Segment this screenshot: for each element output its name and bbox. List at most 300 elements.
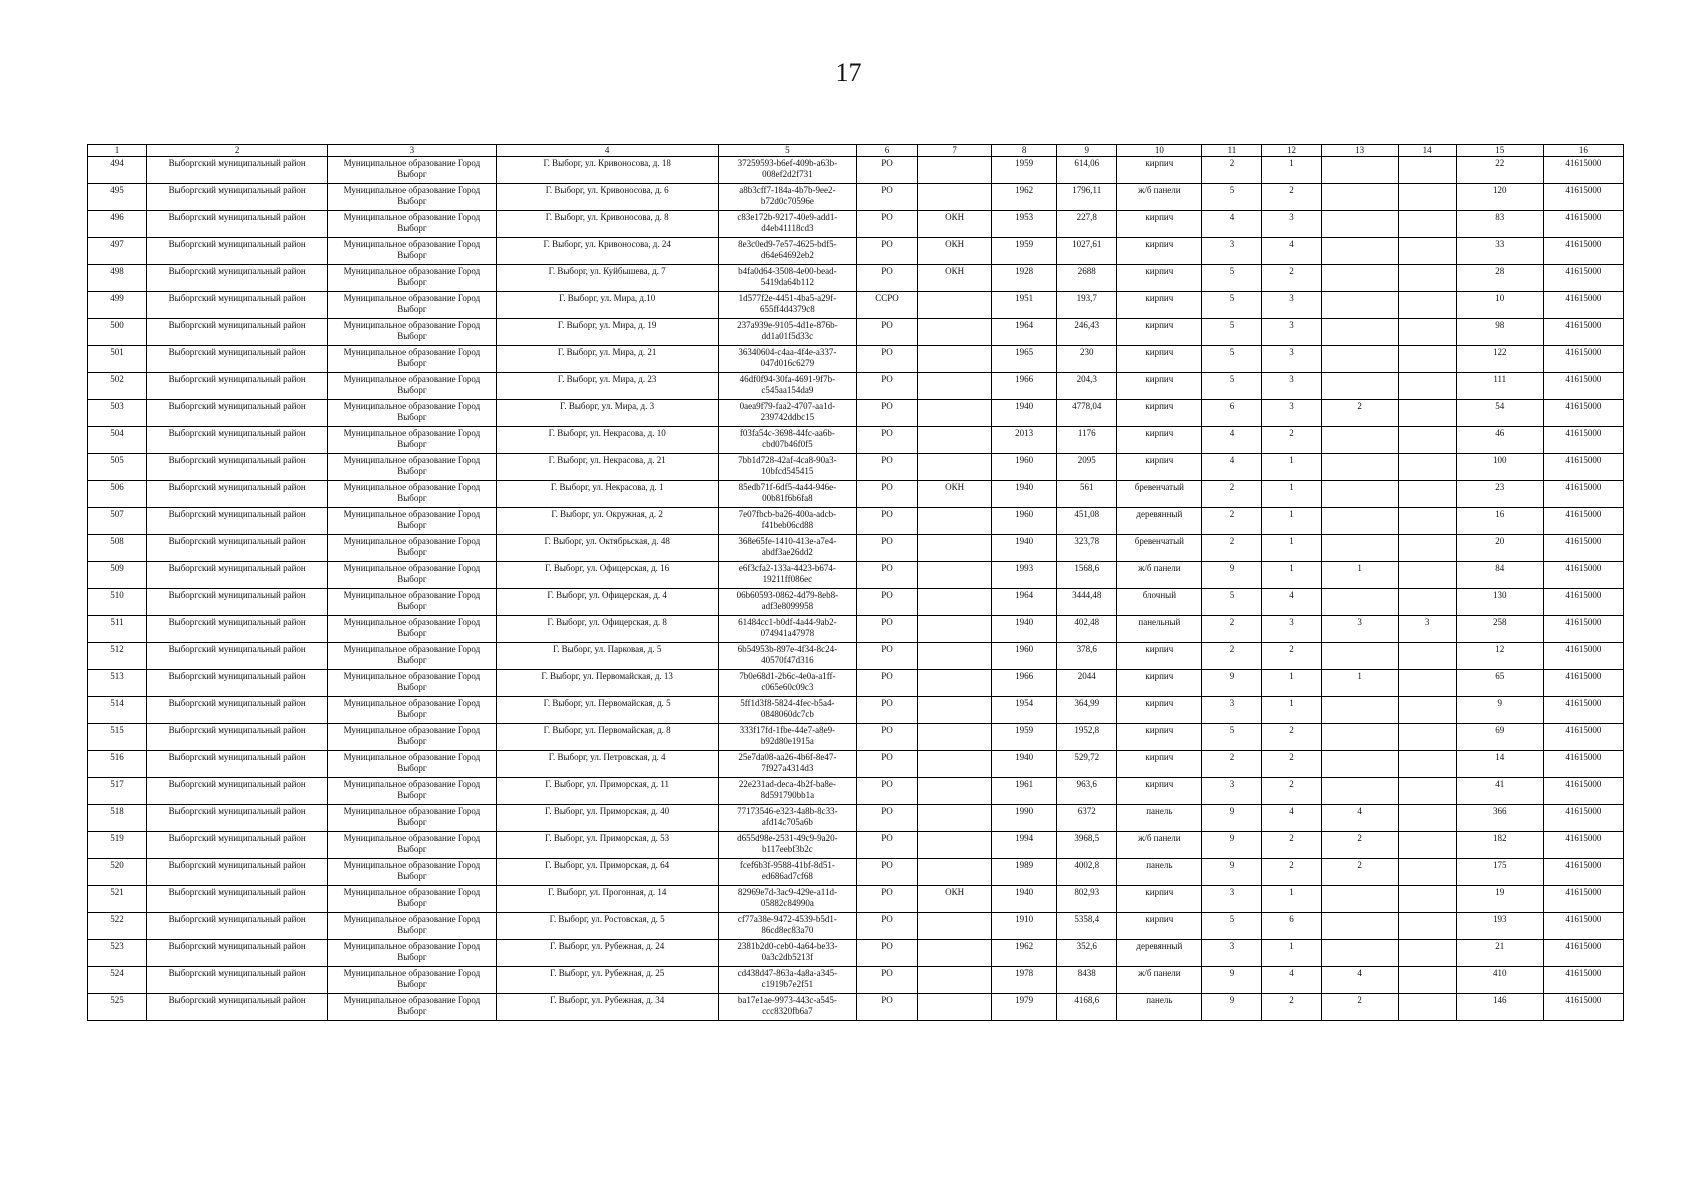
table-cell: 2 xyxy=(1202,535,1262,562)
table-cell xyxy=(1321,643,1398,670)
table-cell: 9 xyxy=(1202,670,1262,697)
table-cell: 1954 xyxy=(992,697,1057,724)
table-cell: 2 xyxy=(1202,481,1262,508)
table-cell: Муниципальное образование Город Выборг xyxy=(328,886,496,913)
table-cell: ОКН xyxy=(918,238,992,265)
table-cell xyxy=(918,373,992,400)
table-cell xyxy=(918,616,992,643)
table-cell xyxy=(1398,805,1456,832)
table-row xyxy=(88,535,1624,562)
table-cell: 41615000 xyxy=(1543,562,1623,589)
table-cell: Муниципальное образование Город Выборг xyxy=(328,913,496,940)
table-cell: 3 xyxy=(1262,400,1321,427)
table-cell xyxy=(1321,346,1398,373)
table-cell: f03fa54c-3698-44fc-aa6b-cbd07b46f0f5 xyxy=(718,427,856,454)
column-header: 11 xyxy=(1202,145,1262,157)
table-cell: Г. Выборг, ул. Ростовская, д. 5 xyxy=(496,913,718,940)
table-cell: 69 xyxy=(1456,724,1543,751)
table-cell: Муниципальное образование Город Выборг xyxy=(328,454,496,481)
table-cell: 1940 xyxy=(992,400,1057,427)
table-cell: 82969e7d-3ac9-429e-a11d-05882c84990a xyxy=(718,886,856,913)
table-cell: 500 xyxy=(88,319,147,346)
table-cell: Г. Выборг, ул. Рубежная, д. 34 xyxy=(496,994,718,1021)
table-cell: 41615000 xyxy=(1543,967,1623,994)
table-cell: РО xyxy=(856,319,917,346)
table-cell: 2381b2d0-ceb0-4a64-be33-0a3c2db5213f xyxy=(718,940,856,967)
table-cell xyxy=(1321,535,1398,562)
table-cell: РО xyxy=(856,913,917,940)
table-cell: кирпич xyxy=(1117,643,1202,670)
table-cell xyxy=(918,184,992,211)
page-number: 17 xyxy=(835,58,862,87)
table-cell: 514 xyxy=(88,697,147,724)
table-cell: 5ff1d3f8-5824-4fec-b5a4-0848060dc7cb xyxy=(718,697,856,724)
table-cell: 0aea9f79-faa2-4707-aa1d-239742ddbc15 xyxy=(718,400,856,427)
table-cell: 4 xyxy=(1262,967,1321,994)
table-cell: Г. Выборг, ул. Мира, д.10 xyxy=(496,292,718,319)
table-cell: 1940 xyxy=(992,535,1057,562)
table-row xyxy=(88,832,1624,859)
table-cell: Муниципальное образование Город Выборг xyxy=(328,319,496,346)
table-cell: 83 xyxy=(1456,211,1543,238)
table-row xyxy=(88,562,1624,589)
table-cell: 963,6 xyxy=(1057,778,1117,805)
table-cell: 33 xyxy=(1456,238,1543,265)
table-row xyxy=(88,751,1624,778)
table-cell xyxy=(918,427,992,454)
table-row xyxy=(88,805,1624,832)
table-cell: Г. Выборг, ул. Октябрьская, д. 48 xyxy=(496,535,718,562)
table-cell xyxy=(1398,238,1456,265)
table-cell: d655d98e-2531-49c9-9a20-b117eebf3b2c xyxy=(718,832,856,859)
table-cell: 5 xyxy=(1202,346,1262,373)
table-cell: 4 xyxy=(1202,454,1262,481)
table-cell: 1966 xyxy=(992,670,1057,697)
table-cell: 227,8 xyxy=(1057,211,1117,238)
table-cell: Муниципальное образование Город Выборг xyxy=(328,292,496,319)
table-cell: 193 xyxy=(1456,913,1543,940)
table-cell: 518 xyxy=(88,805,147,832)
table-cell: 41615000 xyxy=(1543,454,1623,481)
table-cell: 2688 xyxy=(1057,265,1117,292)
table-cell: 2 xyxy=(1321,400,1398,427)
table-cell: ж/б панели xyxy=(1117,967,1202,994)
table-cell: РО xyxy=(856,508,917,535)
table-cell: 505 xyxy=(88,454,147,481)
table-cell: Муниципальное образование Город Выборг xyxy=(328,778,496,805)
table-cell: панель xyxy=(1117,859,1202,886)
table-cell: РО xyxy=(856,940,917,967)
table-header xyxy=(88,145,1624,157)
table-cell xyxy=(918,967,992,994)
table-row xyxy=(88,373,1624,400)
column-header: 5 xyxy=(718,145,856,157)
table-cell: Выборгский муниципальный район xyxy=(147,562,328,589)
table-cell: кирпич xyxy=(1117,751,1202,778)
table-cell: 9 xyxy=(1202,805,1262,832)
table-cell: 85edb71f-6df5-4a44-946e-00b81f6b6fa8 xyxy=(718,481,856,508)
table-cell: РО xyxy=(856,643,917,670)
table-cell: 1910 xyxy=(992,913,1057,940)
table-cell: Выборгский муниципальный район xyxy=(147,508,328,535)
table-cell: 802,93 xyxy=(1057,886,1117,913)
table-row xyxy=(88,778,1624,805)
table-cell: 1994 xyxy=(992,832,1057,859)
table-cell: 1568,6 xyxy=(1057,562,1117,589)
table-cell: 84 xyxy=(1456,562,1543,589)
table-cell xyxy=(1321,697,1398,724)
table-cell xyxy=(918,751,992,778)
table-cell: 410 xyxy=(1456,967,1543,994)
table-cell: Муниципальное образование Город Выборг xyxy=(328,184,496,211)
table-cell: Выборгский муниципальный район xyxy=(147,265,328,292)
table-cell: 451,08 xyxy=(1057,508,1117,535)
table-cell: 3 xyxy=(1262,373,1321,400)
table-cell: 1990 xyxy=(992,805,1057,832)
table-cell: 1 xyxy=(1262,562,1321,589)
table-cell: Г. Выборг, ул. Мира, д. 3 xyxy=(496,400,718,427)
table-cell: 77173546-e323-4a8b-8c33-afd14c705a6b xyxy=(718,805,856,832)
table-cell: Выборгский муниципальный район xyxy=(147,832,328,859)
table-cell: 9 xyxy=(1202,562,1262,589)
table-cell: Г. Выборг, ул. Некрасова, д. 1 xyxy=(496,481,718,508)
table-cell: 19 xyxy=(1456,886,1543,913)
table-cell: 46df0f94-30fa-4691-9f7b-c545aa154da9 xyxy=(718,373,856,400)
table-cell: панель xyxy=(1117,994,1202,1021)
table-cell: cd438d47-863a-4a8a-a345-c1919b7e2f51 xyxy=(718,967,856,994)
table-cell: Выборгский муниципальный район xyxy=(147,157,328,184)
table-cell: 1965 xyxy=(992,346,1057,373)
table-cell xyxy=(1321,481,1398,508)
table-cell: РО xyxy=(856,157,917,184)
table-row xyxy=(88,184,1624,211)
table-cell: 41615000 xyxy=(1543,805,1623,832)
table-cell xyxy=(918,859,992,886)
table-cell xyxy=(1398,184,1456,211)
table-cell: 8e3c0ed9-7e57-4625-bdf5-d64e64692eb2 xyxy=(718,238,856,265)
column-header: 6 xyxy=(856,145,917,157)
table-cell xyxy=(918,778,992,805)
table-cell: 3 xyxy=(1262,319,1321,346)
table-cell: РО xyxy=(856,805,917,832)
table-cell xyxy=(1398,508,1456,535)
table-cell: 5 xyxy=(1202,184,1262,211)
table-cell: 22e231ad-deca-4b2f-ba8e-8d591790bb1a xyxy=(718,778,856,805)
table-cell xyxy=(1321,724,1398,751)
table-cell: 1964 xyxy=(992,589,1057,616)
table-cell: cf77a38e-9472-4539-b5d1-86cd8ec83a70 xyxy=(718,913,856,940)
table-cell: 1962 xyxy=(992,184,1057,211)
table-row xyxy=(88,670,1624,697)
table-cell: 503 xyxy=(88,400,147,427)
table-cell: 130 xyxy=(1456,589,1543,616)
table-cell: 41615000 xyxy=(1543,400,1623,427)
table-cell: Г. Выборг, ул. Мира, д. 21 xyxy=(496,346,718,373)
table-cell: 41615000 xyxy=(1543,427,1623,454)
table-cell: ж/б панели xyxy=(1117,562,1202,589)
table-cell: 1989 xyxy=(992,859,1057,886)
table-cell: 1 xyxy=(1262,670,1321,697)
table-cell xyxy=(1321,184,1398,211)
table-cell: Выборгский муниципальный район xyxy=(147,481,328,508)
table-cell xyxy=(1398,886,1456,913)
table-cell: Муниципальное образование Город Выборг xyxy=(328,589,496,616)
table-body xyxy=(88,157,1624,1021)
table-cell: Муниципальное образование Город Выборг xyxy=(328,643,496,670)
table-cell xyxy=(1398,670,1456,697)
table-cell: 41615000 xyxy=(1543,616,1623,643)
table-cell: 9 xyxy=(1202,832,1262,859)
table-cell: Муниципальное образование Город Выборг xyxy=(328,481,496,508)
table-cell: 4002,8 xyxy=(1057,859,1117,886)
table-cell: ж/б панели xyxy=(1117,832,1202,859)
table-cell: 3 xyxy=(1202,697,1262,724)
column-header: 1 xyxy=(88,145,147,157)
table-cell: 1962 xyxy=(992,940,1057,967)
table-cell: Г. Выборг, ул. Первомайская, д. 13 xyxy=(496,670,718,697)
column-header: 3 xyxy=(328,145,496,157)
table-cell: Г. Выборг, ул. Офицерская, д. 8 xyxy=(496,616,718,643)
table-cell: Г. Выборг, ул. Мира, д. 23 xyxy=(496,373,718,400)
table-cell: кирпич xyxy=(1117,265,1202,292)
table-cell: Муниципальное образование Город Выборг xyxy=(328,157,496,184)
table-cell: 512 xyxy=(88,643,147,670)
table-cell: ОКН xyxy=(918,211,992,238)
table-cell xyxy=(1321,157,1398,184)
table-cell: 402,48 xyxy=(1057,616,1117,643)
table-cell: 5 xyxy=(1202,319,1262,346)
table-cell: Выборгский муниципальный район xyxy=(147,643,328,670)
table-cell: 120 xyxy=(1456,184,1543,211)
table-cell: 41615000 xyxy=(1543,589,1623,616)
table-cell: 323,78 xyxy=(1057,535,1117,562)
table-cell: Выборгский муниципальный район xyxy=(147,859,328,886)
table-cell: Муниципальное образование Город Выборг xyxy=(328,670,496,697)
column-header: 2 xyxy=(147,145,328,157)
table-cell: 1979 xyxy=(992,994,1057,1021)
table-cell: 14 xyxy=(1456,751,1543,778)
table-row xyxy=(88,292,1624,319)
table-cell: 499 xyxy=(88,292,147,319)
table-cell xyxy=(918,913,992,940)
table-cell: Выборгский муниципальный район xyxy=(147,319,328,346)
column-header: 14 xyxy=(1398,145,1456,157)
table-cell: ba17e1ae-9973-443c-a545-ccc8320fb6a7 xyxy=(718,994,856,1021)
table-cell: РО xyxy=(856,778,917,805)
table-cell: Г. Выборг, ул. Приморская, д. 40 xyxy=(496,805,718,832)
table-cell: 1 xyxy=(1262,697,1321,724)
table-cell: ОКН xyxy=(918,265,992,292)
table-cell xyxy=(1398,481,1456,508)
table-cell: панель xyxy=(1117,805,1202,832)
table-cell: 5 xyxy=(1202,913,1262,940)
table-cell: РО xyxy=(856,238,917,265)
table-cell: 41615000 xyxy=(1543,481,1623,508)
table-cell: 1d577f2e-4451-4ba5-a29f-655ff4d4379c8 xyxy=(718,292,856,319)
column-header: 9 xyxy=(1057,145,1117,157)
table-row xyxy=(88,238,1624,265)
table-cell: 1964 xyxy=(992,319,1057,346)
table-cell: 6372 xyxy=(1057,805,1117,832)
table-cell: Муниципальное образование Город Выборг xyxy=(328,994,496,1021)
table-cell: 3 xyxy=(1262,292,1321,319)
table-cell: 98 xyxy=(1456,319,1543,346)
table-cell: 1 xyxy=(1321,670,1398,697)
table-cell: 1960 xyxy=(992,643,1057,670)
table-cell: 4 xyxy=(1202,427,1262,454)
table-cell: 41615000 xyxy=(1543,697,1623,724)
table-cell: Г. Выборг, ул. Некрасова, д. 21 xyxy=(496,454,718,481)
table-cell: 2 xyxy=(1262,994,1321,1021)
table-cell xyxy=(1321,454,1398,481)
table-row xyxy=(88,913,1624,940)
table-cell: 4 xyxy=(1262,589,1321,616)
table-cell: 506 xyxy=(88,481,147,508)
table-cell: кирпич xyxy=(1117,427,1202,454)
table-cell xyxy=(1398,778,1456,805)
table-cell: 3 xyxy=(1398,616,1456,643)
table-cell: 1 xyxy=(1262,481,1321,508)
table-cell: Выборгский муниципальный район xyxy=(147,724,328,751)
table-row xyxy=(88,508,1624,535)
table-cell: 2013 xyxy=(992,427,1057,454)
table-cell: 1 xyxy=(1262,940,1321,967)
table-cell: 41615000 xyxy=(1543,994,1623,1021)
table-cell xyxy=(1398,535,1456,562)
table-cell xyxy=(1398,211,1456,238)
table-cell: a8b3cff7-184a-4b7b-9ee2-b72d0c70596e xyxy=(718,184,856,211)
table-row xyxy=(88,724,1624,751)
table-cell: 1940 xyxy=(992,616,1057,643)
table-cell xyxy=(918,508,992,535)
table-cell: 364,99 xyxy=(1057,697,1117,724)
table-cell: ж/б панели xyxy=(1117,184,1202,211)
table-cell: 37259593-b6ef-409b-a63b-008ef2d2f731 xyxy=(718,157,856,184)
table-cell: 2 xyxy=(1262,184,1321,211)
table-cell: Выборгский муниципальный район xyxy=(147,346,328,373)
table-cell: 100 xyxy=(1456,454,1543,481)
table-cell: 2 xyxy=(1262,859,1321,886)
table-cell xyxy=(1321,427,1398,454)
table-cell xyxy=(1398,724,1456,751)
table-cell: 6 xyxy=(1262,913,1321,940)
table-cell: 5 xyxy=(1202,292,1262,319)
table-cell xyxy=(1321,913,1398,940)
table-cell: РО xyxy=(856,724,917,751)
table-cell: 8438 xyxy=(1057,967,1117,994)
table-cell xyxy=(918,670,992,697)
table-cell: РО xyxy=(856,859,917,886)
table-cell: 498 xyxy=(88,265,147,292)
table-cell: 2 xyxy=(1262,643,1321,670)
table-cell: Выборгский муниципальный район xyxy=(147,697,328,724)
table-cell xyxy=(1398,751,1456,778)
table-row xyxy=(88,940,1624,967)
table-row xyxy=(88,211,1624,238)
table-cell: панельный xyxy=(1117,616,1202,643)
table-cell: 2 xyxy=(1262,724,1321,751)
table-cell: Выборгский муниципальный район xyxy=(147,616,328,643)
column-header: 13 xyxy=(1321,145,1398,157)
table-cell: бревенчатый xyxy=(1117,535,1202,562)
table-row xyxy=(88,589,1624,616)
table-cell: 1940 xyxy=(992,751,1057,778)
table-cell: Муниципальное образование Город Выборг xyxy=(328,508,496,535)
table-cell: кирпич xyxy=(1117,238,1202,265)
table-cell: Муниципальное образование Город Выборг xyxy=(328,940,496,967)
table-cell xyxy=(1398,427,1456,454)
table-cell: 246,43 xyxy=(1057,319,1117,346)
table-row xyxy=(88,427,1624,454)
table-cell: 333f17fd-1fbe-44e7-a8e9-b92d80e1915a xyxy=(718,724,856,751)
table-cell: 1 xyxy=(1262,535,1321,562)
table-cell xyxy=(1321,589,1398,616)
table-cell: 41615000 xyxy=(1543,643,1623,670)
table-cell: РО xyxy=(856,562,917,589)
table-row xyxy=(88,967,1624,994)
table-cell: 508 xyxy=(88,535,147,562)
table-cell: деревянный xyxy=(1117,508,1202,535)
table-cell: 41615000 xyxy=(1543,670,1623,697)
table-cell: 2 xyxy=(1262,778,1321,805)
table-cell xyxy=(918,400,992,427)
table-cell: Г. Выборг, ул. Кривоносова, д. 18 xyxy=(496,157,718,184)
table-cell: 175 xyxy=(1456,859,1543,886)
table-cell: 41615000 xyxy=(1543,886,1623,913)
table-cell: ССРО xyxy=(856,292,917,319)
column-header: 4 xyxy=(496,145,718,157)
table-cell: 2 xyxy=(1202,643,1262,670)
table-cell: 501 xyxy=(88,346,147,373)
table-cell: кирпич xyxy=(1117,724,1202,751)
table-cell: Г. Выборг, ул. Кривоносова, д. 24 xyxy=(496,238,718,265)
table-cell: 1960 xyxy=(992,508,1057,535)
table-cell: 5358,4 xyxy=(1057,913,1117,940)
table-cell: РО xyxy=(856,967,917,994)
table-cell xyxy=(1398,589,1456,616)
table-cell: 502 xyxy=(88,373,147,400)
table-cell: Выборгский муниципальный район xyxy=(147,994,328,1021)
table-cell xyxy=(1398,265,1456,292)
table-cell: 20 xyxy=(1456,535,1543,562)
table-cell: 258 xyxy=(1456,616,1543,643)
table-cell: кирпич xyxy=(1117,211,1202,238)
table-cell: бревенчатый xyxy=(1117,481,1202,508)
table-cell: Г. Выборг, ул. Окружная, д. 2 xyxy=(496,508,718,535)
table-cell: 510 xyxy=(88,589,147,616)
table-cell xyxy=(1398,373,1456,400)
column-header: 8 xyxy=(992,145,1057,157)
table-cell: Выборгский муниципальный район xyxy=(147,967,328,994)
table-cell: 1928 xyxy=(992,265,1057,292)
table-cell: Выборгский муниципальный район xyxy=(147,211,328,238)
table-cell: 22 xyxy=(1456,157,1543,184)
table-cell xyxy=(918,454,992,481)
table-cell: 41615000 xyxy=(1543,238,1623,265)
table-cell xyxy=(918,535,992,562)
table-cell: Выборгский муниципальный район xyxy=(147,751,328,778)
header-row xyxy=(88,145,1624,157)
table-cell: РО xyxy=(856,832,917,859)
table-cell: РО xyxy=(856,670,917,697)
table-cell: 6 xyxy=(1202,400,1262,427)
table-cell: 1027,61 xyxy=(1057,238,1117,265)
table-cell: кирпич xyxy=(1117,670,1202,697)
table-cell: 529,72 xyxy=(1057,751,1117,778)
table-cell: 1966 xyxy=(992,373,1057,400)
table-cell: 41615000 xyxy=(1543,940,1623,967)
table-cell: 520 xyxy=(88,859,147,886)
